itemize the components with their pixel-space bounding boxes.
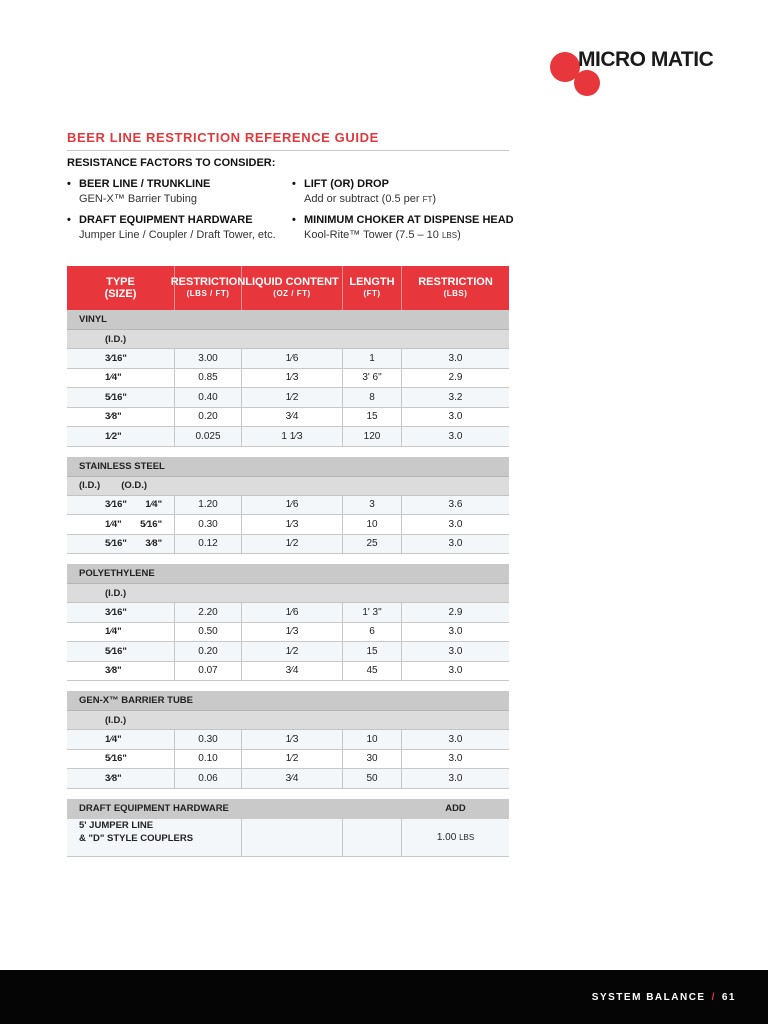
table-cell: 3.0 xyxy=(448,645,463,657)
hardware-item: 5' JUMPER LINE & "D" STYLE COUPLERS xyxy=(67,819,242,856)
poly-rows xyxy=(67,603,509,681)
header-length: LENGTH (FT) xyxy=(343,266,402,310)
table-row xyxy=(67,408,509,428)
table-cell: 3' 6" xyxy=(343,369,402,388)
table-cell: 3.00 xyxy=(175,349,242,368)
footer-separator: / xyxy=(711,992,716,1003)
table-cell: 1⁄3 xyxy=(242,515,343,534)
table-cell: 5⁄16" xyxy=(67,642,175,661)
footer-section: SYSTEM BALANCE xyxy=(591,992,706,1003)
table-header xyxy=(67,266,509,310)
table-cell: 1⁄2 xyxy=(242,388,343,407)
table-cell: 3⁄16" 1⁄4" xyxy=(67,496,175,515)
table-cell: 3.0 xyxy=(448,733,463,745)
factor-minimum-choker: • MINIMUM CHOKER AT DISPENSE HEAD Kool-Rite™ Tower (7.5 – 10 LBS) xyxy=(292,214,514,241)
table-cell: 3⁄8" xyxy=(67,769,175,788)
table-row xyxy=(67,388,509,408)
factor-lift-drop: • LIFT (OR) DROP Add or subtract (0.5 per FT) xyxy=(292,178,437,205)
table-cell: 50 xyxy=(343,769,402,788)
table-cell: 3.0 xyxy=(448,411,463,423)
hardware-value: 1.00 LBS xyxy=(436,831,475,843)
header-type: TYPE (SIZE) xyxy=(67,266,175,310)
page-title: BEER LINE RESTRICTION REFERENCE GUIDE xyxy=(67,130,379,145)
table-cell: 5⁄16" xyxy=(67,388,175,407)
page-number: 61 xyxy=(721,992,736,1003)
table-cell: 1⁄2 xyxy=(242,642,343,661)
table-cell: 1⁄3 xyxy=(242,369,343,388)
page-footer xyxy=(0,970,768,1024)
table-cell: 10 xyxy=(343,730,402,749)
table-cell: 3.6 xyxy=(448,499,463,511)
table-cell: 1⁄6 xyxy=(242,603,343,622)
table-row xyxy=(67,662,509,682)
genx-rows xyxy=(67,730,509,789)
restriction-table xyxy=(67,266,509,857)
header-restriction-per-ft: RESTRICTION (LBS / FT) xyxy=(175,266,242,310)
table-cell: 3.0 xyxy=(448,538,463,550)
table-cell: 2.9 xyxy=(448,606,463,618)
table-cell: 45 xyxy=(343,662,402,681)
table-cell: 15 xyxy=(343,642,402,661)
table-cell: 1⁄6 xyxy=(242,349,343,368)
table-cell: 3.0 xyxy=(448,626,463,638)
table-cell: 0.40 xyxy=(175,388,242,407)
table-cell: 3⁄16" xyxy=(67,603,175,622)
table-cell: 3⁄4 xyxy=(242,662,343,681)
logo-red-dot-icon xyxy=(574,70,600,96)
group-polyethylene: POLYETHYLENE xyxy=(67,564,509,584)
table-row xyxy=(67,730,509,750)
table-cell: 6 xyxy=(343,623,402,642)
table-cell: 1 1⁄3 xyxy=(242,427,343,446)
table-cell: 3⁄4 xyxy=(242,769,343,788)
table-row xyxy=(67,603,509,623)
table-cell: 5⁄16" xyxy=(67,750,175,769)
table-cell: 0.20 xyxy=(175,642,242,661)
table-cell: 0.06 xyxy=(175,769,242,788)
table-cell: 0.85 xyxy=(175,369,242,388)
group-genx-barrier-tube: GEN-X™ BARRIER TUBE xyxy=(67,691,509,711)
table-cell: 3⁄8" xyxy=(67,662,175,681)
table-row xyxy=(67,535,509,555)
table-cell: 0.30 xyxy=(175,730,242,749)
table-cell: 3.0 xyxy=(448,352,463,364)
group-vinyl: VINYL xyxy=(67,310,509,330)
table-cell: 0.025 xyxy=(175,427,242,446)
table-row-jumper-line xyxy=(67,819,509,857)
table-cell: 1⁄4" 5⁄16" xyxy=(67,515,175,534)
stainless-rows xyxy=(67,496,509,555)
table-cell: 0.20 xyxy=(175,408,242,427)
table-row xyxy=(67,623,509,643)
table-cell: 1⁄6 xyxy=(242,496,343,515)
subheader-id-od: (I.D.) (O.D.) xyxy=(67,477,509,496)
bullet-icon: • xyxy=(292,214,296,226)
table-cell: 1⁄2 xyxy=(242,535,343,554)
bullet-icon: • xyxy=(67,178,71,190)
subheader-id: (I.D.) xyxy=(67,330,509,349)
table-cell: 1.20 xyxy=(175,496,242,515)
table-cell: 3.0 xyxy=(448,772,463,784)
table-cell: 3.0 xyxy=(448,518,463,530)
table-row xyxy=(67,642,509,662)
factor-draft-equipment: • DRAFT EQUIPMENT HARDWARE Jumper Line / Coupler / Draft Tower, etc. xyxy=(67,214,276,241)
subheader-id: (I.D.) xyxy=(67,584,509,603)
table-cell: 3.0 xyxy=(448,753,463,765)
table-cell: 0.10 xyxy=(175,750,242,769)
section-subtitle: RESISTANCE FACTORS TO CONSIDER: xyxy=(67,157,276,169)
header-restriction-lbs: RESTRICTION (LBS) xyxy=(418,276,493,298)
table-cell: 1⁄2 xyxy=(242,750,343,769)
group-draft-hardware: DRAFT EQUIPMENT HARDWARE ADD xyxy=(67,799,509,819)
group-stainless-steel: STAINLESS STEEL xyxy=(67,457,509,477)
table-cell: 5⁄16" 3⁄8" xyxy=(67,535,175,554)
table-cell: 3 xyxy=(343,496,402,515)
table-cell: 1⁄3 xyxy=(242,623,343,642)
vinyl-rows xyxy=(67,349,509,447)
table-cell: 0.30 xyxy=(175,515,242,534)
table-row xyxy=(67,750,509,770)
table-cell: 3.0 xyxy=(448,430,463,442)
bullet-icon: • xyxy=(292,178,296,190)
table-row xyxy=(67,349,509,369)
table-cell: 0.07 xyxy=(175,662,242,681)
table-cell: 120 xyxy=(343,427,402,446)
table-cell: 2.20 xyxy=(175,603,242,622)
table-cell: 1⁄4" xyxy=(67,623,175,642)
title-divider xyxy=(67,150,509,151)
table-cell: 3⁄4 xyxy=(242,408,343,427)
factor-beer-line: • BEER LINE / TRUNKLINE GEN-X™ Barrier Tubing xyxy=(67,178,211,205)
table-cell: 1⁄4" xyxy=(67,369,175,388)
table-row xyxy=(67,496,509,516)
table-cell: 1⁄3 xyxy=(242,730,343,749)
table-row xyxy=(67,515,509,535)
table-row xyxy=(67,427,509,447)
table-cell: 3⁄8" xyxy=(67,408,175,427)
table-cell: 8 xyxy=(343,388,402,407)
table-row xyxy=(67,769,509,789)
micro-matic-logo xyxy=(548,48,728,100)
table-cell: 3.2 xyxy=(448,391,463,403)
table-cell: 1⁄2" xyxy=(67,427,175,446)
subheader-id: (I.D.) xyxy=(67,711,509,730)
table-cell: 25 xyxy=(343,535,402,554)
table-cell: 10 xyxy=(343,515,402,534)
table-cell: 1⁄4" xyxy=(67,730,175,749)
table-cell: 3.0 xyxy=(448,665,463,677)
table-row xyxy=(67,369,509,389)
table-cell: 2.9 xyxy=(448,372,463,384)
table-cell: 30 xyxy=(343,750,402,769)
table-cell: 0.12 xyxy=(175,535,242,554)
table-cell: 1 xyxy=(343,349,402,368)
table-cell: 0.50 xyxy=(175,623,242,642)
table-cell: 3⁄16" xyxy=(67,349,175,368)
header-liquid-content: LIQUID CONTENT (OZ / FT) xyxy=(242,266,343,310)
table-cell: 1' 3" xyxy=(343,603,402,622)
bullet-icon: • xyxy=(67,214,71,226)
logo-wordmark: MICRO MATIC xyxy=(578,48,714,71)
table-cell: 15 xyxy=(343,408,402,427)
